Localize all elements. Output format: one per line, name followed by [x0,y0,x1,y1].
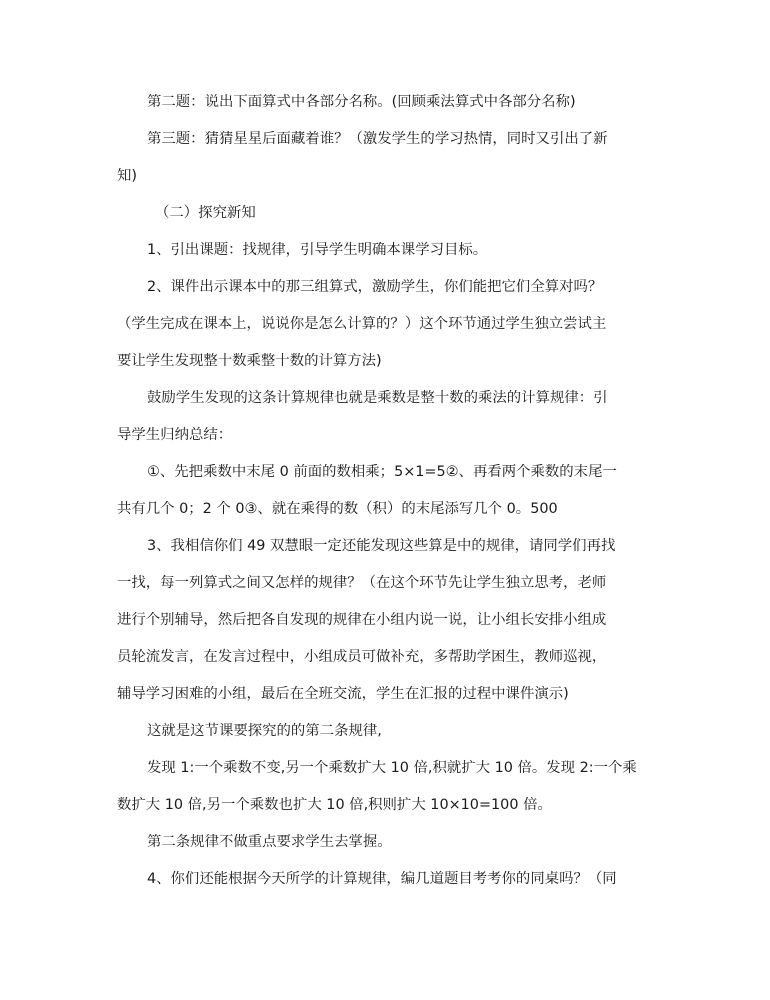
text-line-rule: 鼓励学生发现的这条计算规律也就是乘数是整十数的乘法的计算规律：引 [147,390,608,406]
text-line-discovery: 发现 1:一个乘数不变,另一个乘数扩大 10 倍,积就扩大 10 倍。发现 2:一个乘 [147,760,637,776]
text-line-second-rule: 这就是这节课要探究的的第二条规律, [147,723,382,739]
text-line-step3-cont1: 一找，每一列算式之间又怎样的规律？（在这个环节先让学生独立思考，老师 [117,575,607,591]
text-line-procedure: ①、先把乘数中末尾 0 前面的数相乘；5×1=5②、再看两个乘数的末尾一 [147,464,617,480]
text-line-step4: 4、你们还能根据今天所学的计算规律，编几道题目考考你的同桌吗？（同 [147,871,617,887]
text-line-step3-cont2: 进行个别辅导，然后把各自发现的规律在小组内说一说，让小组长安排小组成 [117,612,607,628]
text-line-rule-cont: 导学生归纳总结： [117,427,233,443]
text-line-q3-cont: 知) [117,168,138,184]
text-line-q3: 第三题：猜猜星星后面藏着谁？（激发学生的学习热情，同时又引出了新 [147,131,608,147]
text-line-step1: 1、引出课题：找规律，引导学生明确本课学习目标。 [147,242,488,258]
text-line-step3-cont4: 辅导学习困难的小组，最后在全班交流，学生在汇报的过程中课件演示) [117,686,569,702]
text-line-step2-cont2: 要让学生发现整十数乘整十数的计算方法) [117,353,382,369]
text-line-step3-cont3: 员轮流发言，在发言过程中，小组成员可做补充，多帮助学困生，教师巡视， [117,649,607,665]
text-line-step3: 3、我相信你们 49 双慧眼一定还能发现这些算是中的规律，请同学们再找 [147,538,616,554]
text-line-note: 第二条规律不做重点要求学生去掌握。 [147,834,392,850]
text-line-discovery-cont: 数扩大 10 倍,另一个乘数也扩大 10 倍,积则扩大 10×10=100 倍。 [117,797,552,813]
text-line-step2: 2、课件出示课本中的那三组算式，激励学生，你们能把它们全算对吗？ [147,279,603,295]
text-line-q2: 第二题：说出下面算式中各部分名称。(回顾乘法算式中各部分名称) [147,94,576,110]
text-line-procedure-cont: 共有几个 0；2 个 0③、就在乘得的数（积）的末尾添写几个 0。500 [117,501,558,517]
text-line-step2-cont1: （学生完成在课本上，说说你是怎么计算的？）这个环节通过学生独立尝试主 [117,316,607,332]
section-heading: （二）探究新知 [155,205,256,221]
